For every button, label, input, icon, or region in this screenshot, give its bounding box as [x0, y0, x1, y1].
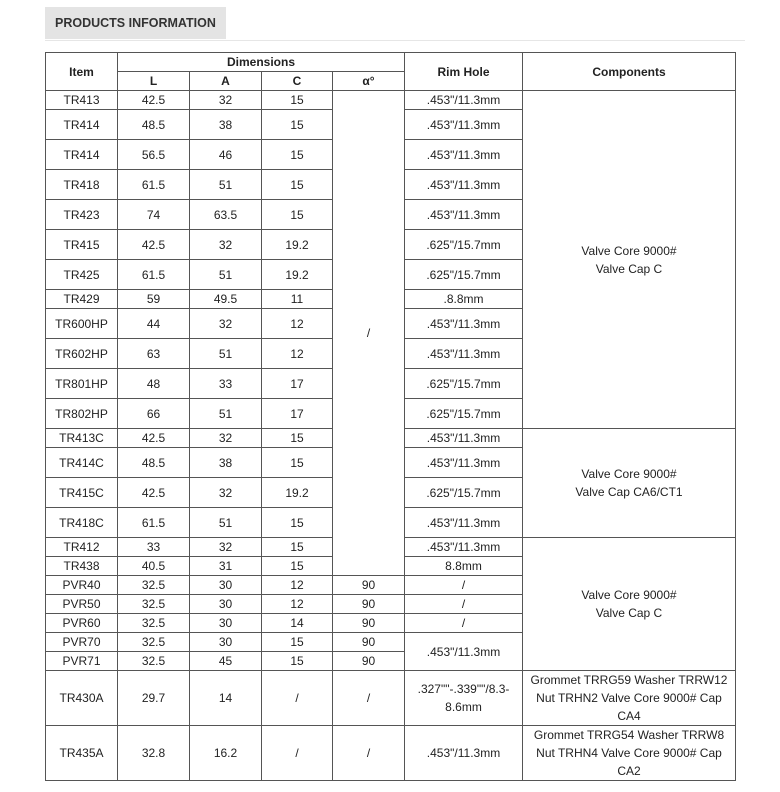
cell-components-group: [523, 91, 736, 429]
cell-rim-hole: .453"/11.3mm: [405, 91, 523, 110]
cell-a: 51: [190, 339, 262, 369]
cell-rim-hole: .453"/11.3mm: [405, 309, 523, 339]
cell-item: TR423: [46, 200, 118, 230]
section-title: PRODUCTS INFORMATION: [45, 7, 226, 39]
cell-l: 56.5: [118, 140, 190, 170]
cell-rim-hole: .625"/15.7mm: [405, 478, 523, 508]
header-c: C: [262, 72, 333, 91]
cell-a: 63.5: [190, 200, 262, 230]
cell-c: 15: [262, 429, 333, 448]
cell-item: TR801HP: [46, 369, 118, 399]
table-row: [46, 91, 736, 110]
cell-c: 12: [262, 339, 333, 369]
cell-c: 15: [262, 538, 333, 557]
cell-a: 32: [190, 91, 262, 110]
cell-c: 15: [262, 508, 333, 538]
cell-l: 32.5: [118, 633, 190, 652]
cell-l: 74: [118, 200, 190, 230]
cell-item: TR414: [46, 140, 118, 170]
components-line: Valve Core 9000#: [581, 243, 677, 258]
cell-c: 15: [262, 140, 333, 170]
header-dimensions: Dimensions: [118, 53, 405, 72]
cell-l: 59: [118, 290, 190, 309]
components-line: Valve Cap C: [595, 261, 663, 276]
cell-a: 32: [190, 309, 262, 339]
cell-l: 48.5: [118, 110, 190, 140]
cell-rim-hole: .453"/11.3mm: [405, 140, 523, 170]
cell-rim-hole: .625"/15.7mm: [405, 369, 523, 399]
cell-rim-hole: .453"/11.3mm: [405, 110, 523, 140]
cell-c: 15: [262, 170, 333, 200]
cell-c: 12: [262, 309, 333, 339]
cell-alpha: /: [333, 726, 405, 781]
cell-l: 42.5: [118, 478, 190, 508]
header-alpha: α°: [333, 72, 405, 91]
components-line: Valve Cap C: [595, 606, 663, 620]
cell-l: 63: [118, 339, 190, 369]
cell-rim-hole: /: [405, 576, 523, 595]
cell-c: 15: [262, 652, 333, 671]
cell-a: 51: [190, 508, 262, 538]
cell-l: 42.5: [118, 230, 190, 260]
cell-a: 31: [190, 557, 262, 576]
cell-a: 46: [190, 140, 262, 170]
cell-alpha: 90: [333, 652, 405, 671]
cell-rim-hole: 8.8mm: [405, 557, 523, 576]
cell-a: 32: [190, 478, 262, 508]
cell-rim-hole: .453"/11.3mm: [405, 200, 523, 230]
cell-l: 42.5: [118, 429, 190, 448]
cell-a: 30: [190, 614, 262, 633]
cell-c: 15: [262, 448, 333, 478]
cell-rim-hole: .453"/11.3mm: [405, 170, 523, 200]
cell-c: 15: [262, 200, 333, 230]
cell-a: 45: [190, 652, 262, 671]
cell-item: TR413: [46, 91, 118, 110]
cell-a: 30: [190, 576, 262, 595]
cell-l: 32.5: [118, 652, 190, 671]
cell-l: 40.5: [118, 557, 190, 576]
cell-l: 32.5: [118, 576, 190, 595]
cell-a: 32: [190, 538, 262, 557]
cell-c: 15: [262, 110, 333, 140]
cell-alpha: 90: [333, 576, 405, 595]
cell-l: 61.5: [118, 508, 190, 538]
cell-item: PVR40: [46, 576, 118, 595]
header-a: A: [190, 72, 262, 91]
cell-item: TR418: [46, 170, 118, 200]
cell-rim-hole: .8.8mm: [405, 290, 523, 309]
cell-c: 17: [262, 399, 333, 429]
cell-alpha: 90: [333, 633, 405, 652]
cell-alpha: /: [333, 671, 405, 726]
cell-a: 51: [190, 399, 262, 429]
cell-item: PVR70: [46, 633, 118, 652]
cell-components: Grommet TRRG59 Washer TRRW12 Nut TRHN2 Valve Core 9000# Cap CA4: [523, 671, 736, 726]
cell-item: TR412: [46, 538, 118, 557]
cell-l: 33: [118, 538, 190, 557]
cell-rim-hole: .625"/15.7mm: [405, 260, 523, 290]
cell-rim-hole: .625"/15.7mm: [405, 230, 523, 260]
cell-rim-hole: /: [405, 595, 523, 614]
cell-c: 19.2: [262, 260, 333, 290]
cell-c: 11: [262, 290, 333, 309]
components-line: Valve Core 9000#: [581, 467, 677, 481]
cell-item: TR425: [46, 260, 118, 290]
table-row: [46, 671, 736, 726]
header-rim-hole: Rim Hole: [405, 53, 523, 91]
cell-item: TR435A: [46, 726, 118, 781]
cell-c: 15: [262, 633, 333, 652]
cell-c: 12: [262, 595, 333, 614]
cell-item: TR602HP: [46, 339, 118, 369]
cell-rim-hole: .327""-.339""/8.3-8.6mm: [405, 671, 523, 726]
cell-l: 61.5: [118, 260, 190, 290]
cell-rim-hole: /: [405, 614, 523, 633]
cell-components-group: [523, 538, 736, 671]
cell-l: 32.8: [118, 726, 190, 781]
header-l: L: [118, 72, 190, 91]
cell-item: TR438: [46, 557, 118, 576]
cell-a: 32: [190, 429, 262, 448]
components-line: Valve Core 9000#: [581, 588, 677, 602]
cell-item: TR415: [46, 230, 118, 260]
cell-a: 16.2: [190, 726, 262, 781]
section-divider: [45, 40, 745, 41]
cell-rim-hole: .453"/11.3mm: [405, 339, 523, 369]
cell-c: /: [262, 726, 333, 781]
cell-a: 30: [190, 633, 262, 652]
cell-item: TR418C: [46, 508, 118, 538]
cell-rim-hole: .453"/11.3mm: [405, 448, 523, 478]
products-table: [45, 52, 736, 781]
table-header: [46, 53, 736, 91]
header-item: Item: [46, 53, 118, 91]
cell-l: 48.5: [118, 448, 190, 478]
cell-item: PVR50: [46, 595, 118, 614]
cell-a: 38: [190, 110, 262, 140]
cell-item: TR600HP: [46, 309, 118, 339]
cell-l: 61.5: [118, 170, 190, 200]
cell-rim-hole: .453"/11.3mm: [405, 508, 523, 538]
cell-rim-hole: .453"/11.3mm: [405, 429, 523, 448]
cell-l: 44: [118, 309, 190, 339]
cell-item: TR802HP: [46, 399, 118, 429]
cell-rim-hole: .625"/15.7mm: [405, 399, 523, 429]
cell-item: TR414C: [46, 448, 118, 478]
cell-l: 32.5: [118, 595, 190, 614]
cell-a: 51: [190, 170, 262, 200]
cell-a: 33: [190, 369, 262, 399]
cell-item: PVR60: [46, 614, 118, 633]
cell-item: TR413C: [46, 429, 118, 448]
cell-item: TR415C: [46, 478, 118, 508]
cell-l: 29.7: [118, 671, 190, 726]
cell-c: 12: [262, 576, 333, 595]
cell-rim-hole-merged: .453"/11.3mm: [405, 633, 523, 671]
cell-alpha-merged: /: [333, 91, 405, 576]
cell-rim-hole: .453"/11.3mm: [405, 726, 523, 781]
cell-a: 38: [190, 448, 262, 478]
cell-components: Grommet TRRG54 Washer TRRW8 Nut TRHN4 Valve Core 9000# Cap CA2: [523, 726, 736, 781]
cell-c: 19.2: [262, 230, 333, 260]
cell-a: 14: [190, 671, 262, 726]
cell-item: TR429: [46, 290, 118, 309]
cell-item: PVR71: [46, 652, 118, 671]
cell-a: 51: [190, 260, 262, 290]
cell-components-group: [523, 429, 736, 538]
cell-l: 66: [118, 399, 190, 429]
cell-a: 49.5: [190, 290, 262, 309]
header-components: Components: [523, 53, 736, 91]
components-line: Valve Cap CA6/CT1: [575, 485, 683, 499]
cell-a: 30: [190, 595, 262, 614]
cell-alpha: 90: [333, 614, 405, 633]
cell-alpha: 90: [333, 595, 405, 614]
table-row: [46, 726, 736, 781]
cell-l: 42.5: [118, 91, 190, 110]
cell-item: TR414: [46, 110, 118, 140]
cell-rim-hole: .453"/11.3mm: [405, 538, 523, 557]
cell-c: 19.2: [262, 478, 333, 508]
cell-c: 15: [262, 557, 333, 576]
cell-c: 17: [262, 369, 333, 399]
cell-l: 32.5: [118, 614, 190, 633]
cell-item: TR430A: [46, 671, 118, 726]
cell-l: 48: [118, 369, 190, 399]
cell-c: 14: [262, 614, 333, 633]
cell-c: /: [262, 671, 333, 726]
cell-c: 15: [262, 91, 333, 110]
cell-a: 32: [190, 230, 262, 260]
